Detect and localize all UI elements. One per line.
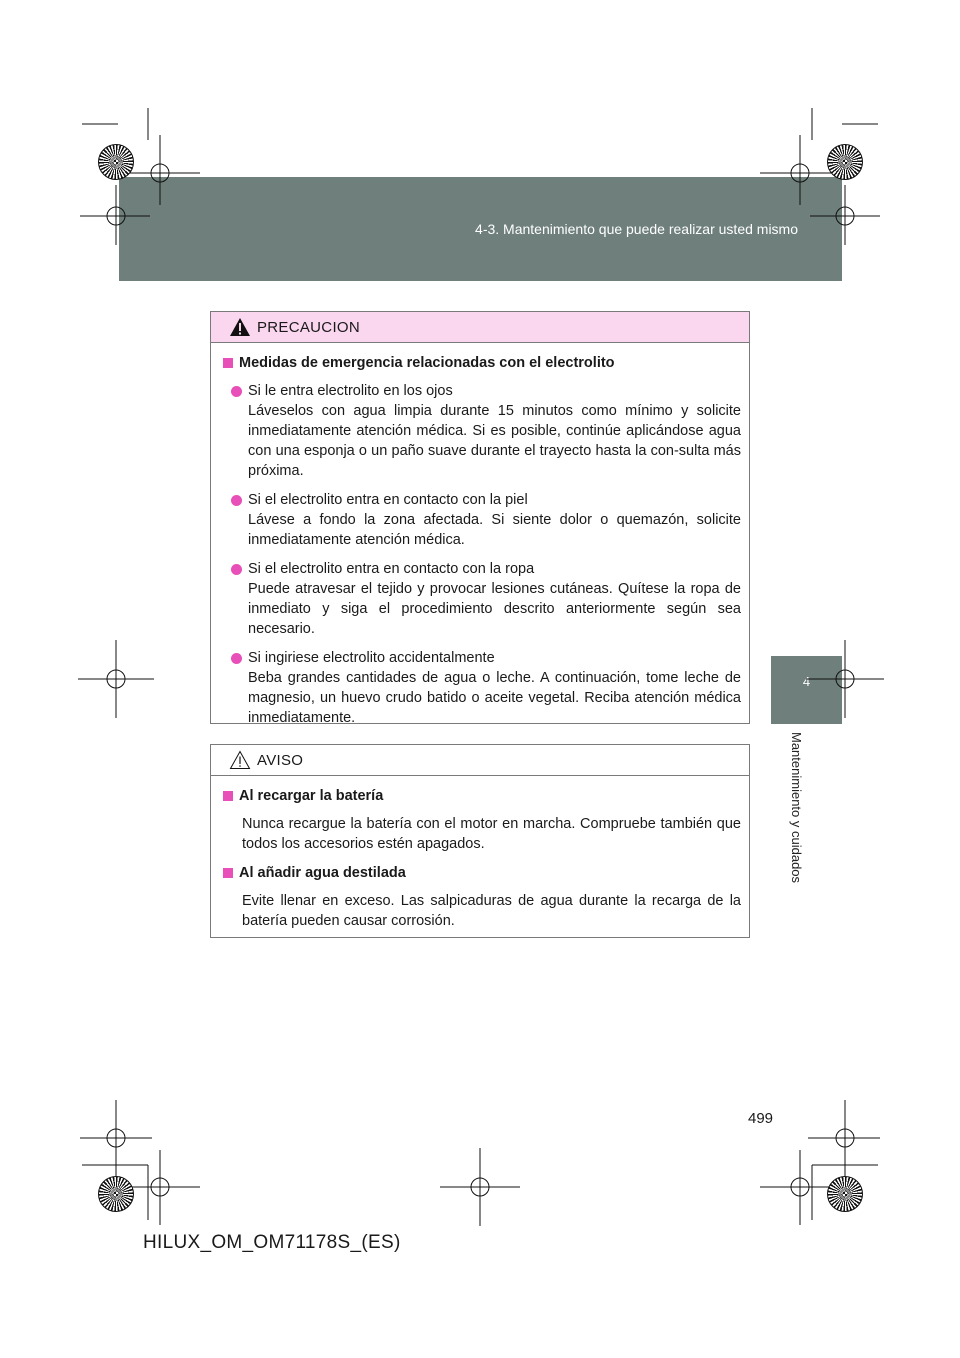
item-title: Si el electrolito entra en contacto con la ropa: [248, 561, 535, 577]
list-item: [223, 381, 741, 481]
page-number: 499: [748, 1110, 774, 1127]
chapter-tab: [771, 656, 842, 724]
warning-triangle-outline-icon: [229, 750, 251, 770]
print-mark: HILUX_OM_OM71178S_(ES).book Page 499 Wednesday, May 16, 2012 3:09 PM: [178, 167, 561, 177]
item-description: Láveselos con agua limpia durante 15 minutos como mínimo y solicite inmediatamente atención médica. Si es posible, continúe aplicándose agua con una esponja o un paño suave durante el trayecto hasta la con-sulta más próxima.: [248, 403, 741, 479]
item-title: Si ingiriese electrolito accidentalmente: [248, 650, 495, 666]
item-title: Si el electrolito entra en contacto con la piel: [248, 492, 528, 508]
item-description: Beba grandes cantidades de agua o leche. A continuación, tome leche de magnesio, un huevo crudo batido o aceite vegetal. Reciba atención médica inmediatamente.: [248, 670, 741, 726]
notice-paragraph: Nunca recargue la batería con el motor en marcha. Compruebe también que todos los accesorios estén apagados.: [242, 816, 741, 852]
notice-box: [210, 744, 750, 938]
caution-header: [211, 312, 749, 343]
notice-heading: Al recargar la batería: [223, 786, 741, 806]
item-description: Lávese a fondo la zona afectada. Si siente dolor o quemazón, solicite inmediatamente atención médica.: [248, 512, 741, 548]
list-item: [223, 559, 741, 639]
circle-bullet-icon: [231, 653, 242, 664]
notice-title: AVISO: [257, 751, 304, 769]
registration-rosette-icon: [827, 1176, 863, 1212]
chapter-label: Mantenimiento y cuidados: [789, 732, 804, 884]
caution-body: [211, 343, 749, 751]
square-bullet-icon: [223, 868, 233, 878]
circle-bullet-icon: [231, 495, 242, 506]
section-title: 4-3. Mantenimiento que puede realizar usted mismo: [475, 221, 798, 237]
chapter-number: 4: [802, 674, 811, 689]
item-title: Si le entra electrolito en los ojos: [248, 383, 453, 399]
notice-header: [211, 745, 749, 776]
notice-body: [211, 776, 749, 954]
circle-bullet-icon: [231, 564, 242, 575]
footer-code: HILUX_OM_OM71178S_(ES): [143, 1232, 401, 1253]
square-bullet-icon: [223, 358, 233, 368]
warning-triangle-filled-icon: [229, 317, 251, 337]
registration-rosette-icon: [827, 144, 863, 180]
circle-bullet-icon: [231, 386, 242, 397]
item-description: Puede atravesar el tejido y provocar lesiones cutáneas. Quítese la ropa de inmediato y siga el procedimiento descrito anteriormente según sea necesario.: [248, 581, 741, 637]
list-item: [223, 648, 741, 728]
registration-rosette-icon: [98, 144, 134, 180]
list-item: [223, 490, 741, 550]
caution-heading: Medidas de emergencia relacionadas con el electrolito: [223, 353, 741, 373]
caution-box: [210, 311, 750, 724]
caution-title: PRECAUCION: [257, 318, 361, 336]
notice-heading: Al añadir agua destilada: [223, 863, 741, 883]
notice-paragraph: Evite llenar en exceso. Las salpicaduras de agua durante la recarga de la batería pueden causar corrosión.: [242, 893, 741, 929]
square-bullet-icon: [223, 791, 233, 801]
registration-rosette-icon: [98, 1176, 134, 1212]
